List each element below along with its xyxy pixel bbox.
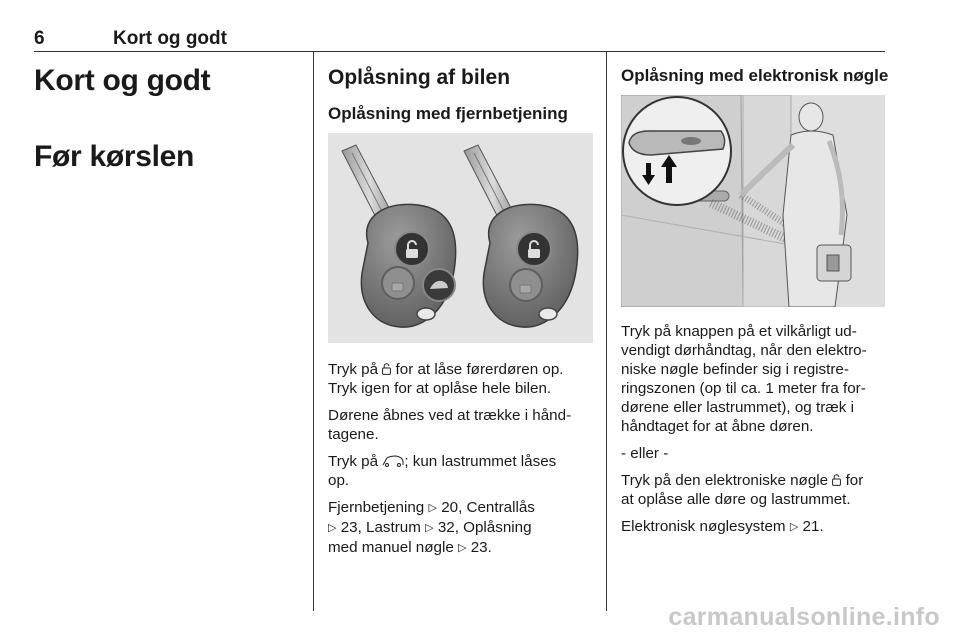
- ref-text-f: 23.: [470, 539, 492, 556]
- p1-text-b: for at låse førerdøren op.: [395, 361, 564, 378]
- page-number: 6: [34, 28, 45, 49]
- page-reference-icon: ▷: [328, 522, 337, 534]
- column-divider-2: [606, 51, 607, 611]
- remote-key-left: [342, 145, 456, 327]
- electronic-key-illustration: [621, 95, 885, 307]
- unlocking-heading: Oplåsning af bilen: [328, 66, 511, 89]
- c3-p4-b: 21.: [802, 518, 824, 535]
- p1-text-c: Tryk igen for at oplåse hele bilen.: [328, 380, 552, 397]
- c3-p2: - eller -: [621, 445, 669, 462]
- remote-unlock-subheading: Oplåsning med fjernbetjening: [328, 104, 568, 123]
- remote-key-right: [464, 145, 578, 327]
- ref-text-a: Fjernbetjening: [328, 499, 425, 516]
- c3-p1-f: håndtaget for at åbne døren.: [621, 418, 814, 435]
- c3-p1-c: niske nøgle befinder sig i registre-: [621, 361, 849, 378]
- ref-text-b: 20, Centrallås: [441, 499, 535, 516]
- p3-text-b: ; kun lastrummet låses: [404, 453, 557, 470]
- unlock-symbol-icon: [832, 474, 841, 486]
- ref-text-e: med manuel nøgle: [328, 539, 454, 556]
- section-title: Før kørslen: [34, 140, 195, 173]
- page-reference-icon: ▷: [458, 542, 467, 554]
- page-reference-icon: ▷: [789, 521, 799, 533]
- unlock-symbol-icon: [382, 363, 391, 375]
- header-rule: [34, 51, 885, 52]
- c3-p1-e: dørene eller lastrummet), og træk i: [621, 399, 854, 416]
- ref-text-d: 32, Oplåsning: [437, 519, 532, 536]
- chapter-title: Kort og godt: [34, 64, 211, 97]
- p3-text-c: op.: [328, 472, 350, 489]
- page-reference-icon: ▷: [425, 522, 434, 534]
- c3-p3-a: Tryk på den elektroniske nøgle: [621, 472, 829, 489]
- c3-p1-d: ringszonen (op til ca. 1 meter fra for-: [621, 380, 866, 397]
- p1-text-a: Tryk på: [328, 361, 379, 378]
- c3-p1-b: vendigt dørhåndtag, når den elektro-: [621, 342, 867, 359]
- column-divider-1: [313, 51, 314, 611]
- remote-keys-illustration: [328, 133, 593, 343]
- c3-p1-a: Tryk på knappen på et vilkårligt ud-: [621, 323, 857, 340]
- c3-p3-b: for: [845, 472, 864, 489]
- c3-p3-c: at oplåse alle døre og lastrummet.: [621, 491, 851, 508]
- watermark: carmanualsonline.info: [668, 603, 940, 631]
- page-reference-icon: ▷: [428, 502, 437, 514]
- cargo-door-symbol-icon: [382, 455, 404, 467]
- remote-unlock-text: [328, 360, 598, 566]
- electronic-key-heading: Oplåsning med elektronisk nøgle: [621, 66, 889, 85]
- p2-text-b: tagene.: [328, 426, 379, 443]
- running-header-title: Kort og godt: [113, 28, 227, 49]
- p2-text-a: Dørene åbnes ved at trække i hånd-: [328, 407, 572, 424]
- c3-p4-a: Elektronisk nøglesystem: [621, 518, 786, 535]
- ref-text-c: 23, Lastrum: [340, 519, 421, 536]
- electronic-key-text: [621, 322, 891, 545]
- p3-text-a: Tryk på: [328, 453, 379, 470]
